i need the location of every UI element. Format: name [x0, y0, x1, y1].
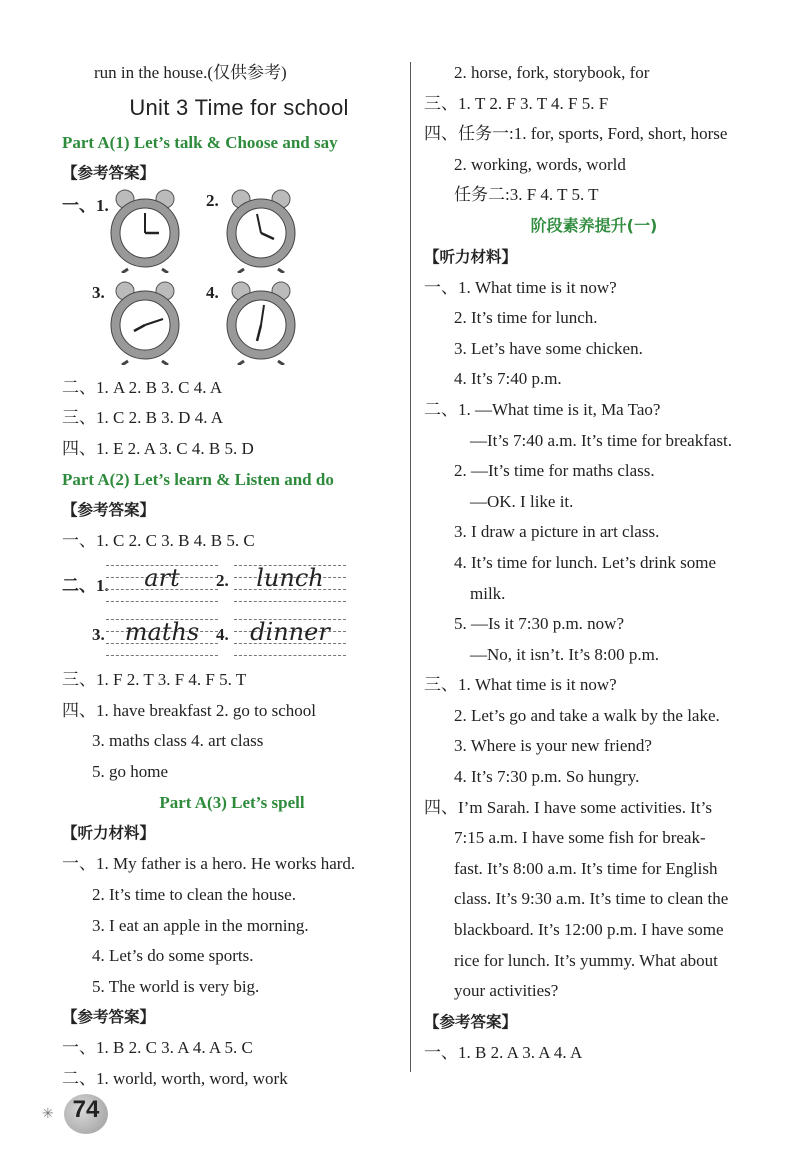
final-answer: 一、1. B 2. A 3. A 4. A — [424, 1042, 583, 1062]
handwriting-box — [234, 559, 346, 603]
er-line: 3. I draw a picture in art class. — [454, 522, 660, 542]
a2-answer-si-1: 四、1. have breakfast 2. go to school — [62, 700, 316, 720]
right-line: 四、任务一:1. for, sports, Ford, short, horse — [424, 124, 728, 144]
er-line: milk. — [470, 583, 506, 603]
intro-line: run in the house.(仅供参考) — [94, 63, 287, 82]
a1-answer-san: 三、1. C 2. B 3. D 4. A — [62, 408, 224, 428]
clock-label-1: 一、1. — [62, 195, 109, 215]
san-line: 2. Let’s go and take a walk by the lake. — [454, 705, 720, 725]
stage-title: 阶段素养提升(一) — [530, 215, 658, 235]
clock-row-2 — [62, 281, 402, 373]
a2-answer-si-3: 5. go home — [92, 761, 169, 781]
hw-label-1: 二、1. — [62, 575, 109, 595]
a3-answer-yi: 一、1. B 2. C 3. A 4. A 5. C — [62, 1038, 253, 1058]
right-line: 2. working, words, world — [454, 154, 626, 174]
handwriting-row-2 — [62, 611, 402, 665]
page-number: 74 — [72, 1096, 100, 1123]
star-icon: ✳ — [42, 1107, 54, 1122]
a2-answer-yi: 一、1. C 2. C 3. B 4. B 5. C — [62, 531, 255, 551]
san-line: 3. Where is your new friend? — [454, 736, 652, 756]
a2-answer-san: 三、1. F 2. T 3. F 4. F 5. T — [62, 669, 247, 689]
answer-header: 【参考答案】 — [62, 501, 156, 520]
a1-answer-si: 四、1. E 2. A 3. C 4. B 5. D — [62, 438, 254, 458]
a3-listen-line: 一、1. My father is a hero. He works hard. — [62, 854, 356, 874]
si-paragraph-line: fast. It’s 8:00 a.m. It’s time for English — [454, 858, 718, 878]
yi-line: 4. It’s 7:40 p.m. — [454, 369, 562, 389]
a3-answer-er: 二、1. world, worth, word, work — [62, 1068, 288, 1088]
er-line: —It’s 7:40 a.m. It’s time for breakfast. — [470, 430, 733, 450]
right-line: 三、1. T 2. F 3. T 4. F 5. F — [424, 93, 609, 113]
er-line: —OK. I like it. — [470, 491, 574, 511]
handwritten-word: maths — [124, 617, 200, 646]
handwriting-box — [106, 613, 218, 657]
listening-header: 【听力材料】 — [424, 247, 518, 266]
san-line: 三、1. What time is it now? — [424, 675, 617, 695]
alarm-clock-icon — [224, 281, 298, 365]
part-a3-title: Part A(3) Let’s spell — [159, 793, 305, 813]
handwriting-box — [106, 559, 218, 603]
clock-label-4: 4. — [206, 282, 219, 302]
right-column — [424, 58, 764, 1068]
handwriting-row-1 — [62, 557, 402, 611]
er-line: 5. —Is it 7:30 p.m. now? — [454, 614, 624, 634]
hw-label-3: 3. — [92, 624, 105, 644]
handwritten-word: art — [144, 563, 180, 592]
hw-label-2: 2. — [216, 570, 229, 590]
alarm-clock-icon — [224, 189, 298, 273]
column-divider — [410, 62, 411, 1072]
handwriting-box — [234, 613, 346, 657]
a1-answer-er: 二、1. A 2. B 3. C 4. A — [62, 377, 223, 397]
answer-header: 【参考答案】 — [62, 1008, 156, 1027]
left-column — [62, 58, 402, 1095]
answer-header: 【参考答案】 — [62, 163, 156, 182]
alarm-clock-icon — [108, 281, 182, 365]
part-a1-title: Part A(1) Let’s talk & Choose and say — [62, 132, 338, 152]
er-line: 4. It’s time for lunch. Let’s drink some — [454, 552, 717, 572]
yi-line: 2. It’s time for lunch. — [454, 308, 598, 328]
san-line: 4. It’s 7:30 p.m. So hungry. — [454, 767, 640, 787]
part-a2-title: Part A(2) Let’s learn & Listen and do — [62, 470, 334, 490]
right-line: 2. horse, fork, storybook, for — [454, 63, 650, 82]
hw-label-4: 4. — [216, 624, 229, 644]
answer-header: 【参考答案】 — [424, 1012, 518, 1031]
alarm-clock-icon — [108, 189, 182, 273]
er-line: —No, it isn’t. It’s 8:00 p.m. — [470, 644, 660, 664]
handwritten-word: dinner — [250, 617, 330, 646]
si-paragraph-line: 四、I’m Sarah. I have some activities. It’s — [424, 797, 712, 817]
er-line: 二、1. —What time is it, Ma Tao? — [424, 399, 661, 419]
a2-answer-si-2: 3. maths class 4. art class — [92, 731, 264, 751]
si-paragraph-line: blackboard. It’s 12:00 p.m. I have some — [454, 920, 724, 940]
si-paragraph-line: rice for lunch. It’s yummy. What about — [454, 950, 718, 970]
si-paragraph-line: class. It’s 9:30 a.m. It’s time to clean the — [454, 889, 729, 909]
a3-listen-line: 4. Let’s do some sports. — [92, 946, 254, 966]
handwritten-word: lunch — [256, 563, 324, 592]
right-line: 任务二:3. F 4. T 5. T — [454, 185, 599, 205]
listening-header: 【听力材料】 — [62, 824, 156, 843]
unit-title: Unit 3 Time for school — [129, 94, 349, 120]
si-paragraph-line: your activities? — [454, 981, 559, 1001]
clock-label-3: 3. — [92, 282, 105, 302]
clock-label-2: 2. — [206, 190, 219, 210]
a3-listen-line: 2. It’s time to clean the house. — [92, 884, 296, 904]
er-line: 2. —It’s time for maths class. — [454, 461, 655, 481]
a3-listen-line: 3. I eat an apple in the morning. — [92, 915, 309, 935]
yi-line: 3. Let’s have some chicken. — [454, 338, 643, 358]
si-paragraph-line: 7:15 a.m. I have some fish for break- — [454, 828, 706, 848]
clock-row-1 — [62, 189, 402, 281]
a3-listen-line: 5. The world is very big. — [92, 976, 260, 996]
yi-line: 一、1. What time is it now? — [424, 277, 617, 297]
